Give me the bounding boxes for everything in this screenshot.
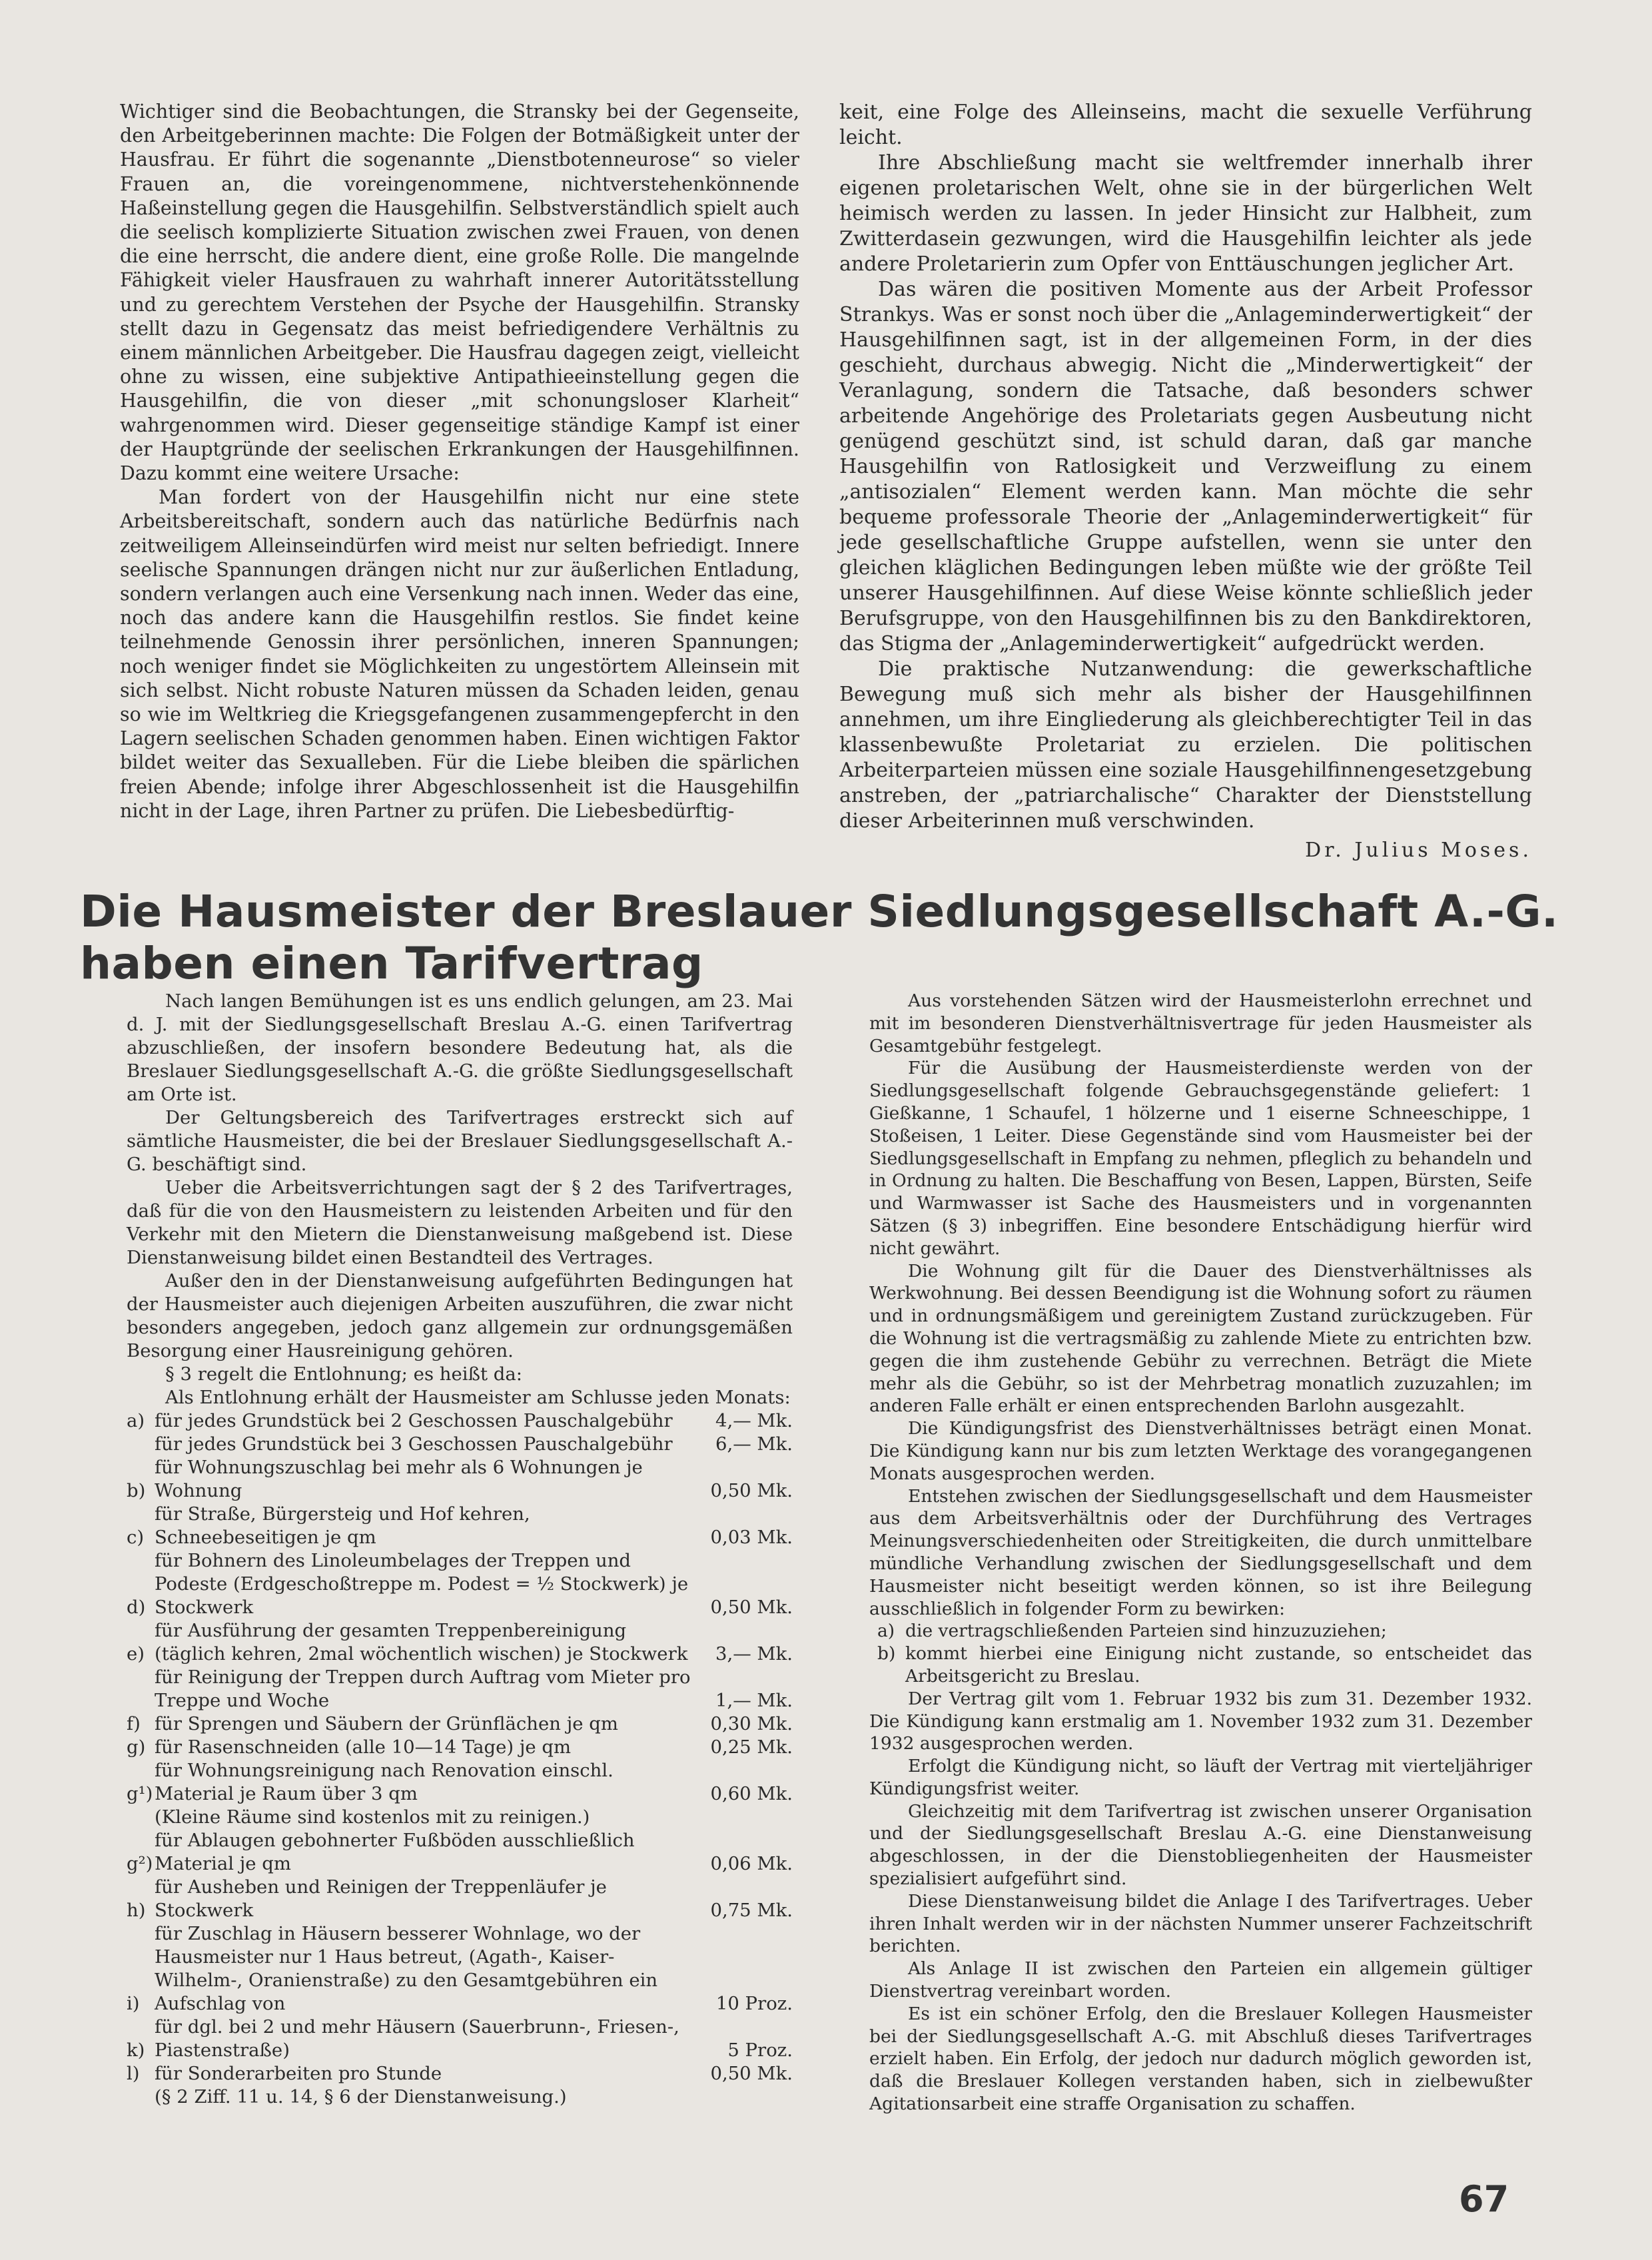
article-headline: [80, 886, 1559, 990]
rate-amount: 0,50 Mk.: [710, 2063, 793, 2084]
rate-description: (§ 2 Ziff. 11 u. 14, § 6 der Dienstanweisung.): [155, 2086, 567, 2107]
wage-rate-row: [127, 1736, 793, 1759]
rate-label: f): [127, 1713, 141, 1734]
wage-rate-row: [127, 1806, 793, 1829]
paragraph: § 3 regelt die Entlohnung; es heißt da:: [165, 1363, 523, 1385]
rate-label: g¹): [127, 1783, 153, 1804]
paragraph: Außer den in der Dienstanweisung aufgeführten Bedingungen hat der Hausmeister auch diejenigen Arbeiten auszuführen, die zwar nicht besonders angegeben, jedoch ganz allgemein zur ordnungsgemäßen Besorgung einer Hausreinigung gehören.: [127, 1270, 793, 1361]
wage-rate-list: [127, 1409, 793, 2109]
paragraph: Ihre Abschließung macht sie weltfremder innerhalb ihrer eigenen proletarischen Welt, ohne sie in der bürgerlichen Welt heimisch werden zu lassen. In jeder Hinsicht zur Halbheit, zum Zwitterdasein gezwungen, wird die Hausgehilfin leichter als jede andere Proletarierin zum Opfer von Enttäuschungen jeglicher Art.: [839, 151, 1532, 276]
rate-description: für Wohnungszuschlag bei mehr als 6 Wohnungen je Wohnung: [155, 1457, 643, 1501]
wage-rate-row: [127, 1456, 793, 1503]
wage-rate-row: [127, 2016, 793, 2062]
paragraph: Die praktische Nutzanwendung: die gewerkschaftliche Bewegung muß sich mehr als bisher der Hausgehilfinnen annehmen, um ihre Eingliederung als gleichberechtigter Teil in das klassenbewußte Proletariat zu erzielen. Die politischen Arbeiterparteien müssen eine soziale Hausgehilfinnengesetzgebung anstreben, der „patriarchalische“ Charakter der Dienststellung dieser Arbeiterinnen muß verschwinden.: [839, 657, 1532, 833]
wage-rate-row: [127, 1619, 793, 1666]
wage-rate-row: [127, 1829, 793, 1876]
rate-label: g): [127, 1736, 146, 1758]
list-text: die vertragschließenden Parteien sind hinzuzuziehen;: [905, 1621, 1387, 1642]
bottom-right-column: [869, 990, 1532, 2115]
rate-description: für jedes Grundstück bei 3 Geschossen Pauschalgebühr: [155, 1433, 673, 1455]
rate-amount: 1,— Mk.: [715, 1690, 793, 1711]
rate-description: für Reinigung der Treppen durch Auftrag vom Mieter pro Treppe und Woche: [155, 1667, 691, 1711]
rate-amount: 5 Proz.: [727, 2040, 793, 2061]
wage-rate-row: [127, 1922, 793, 2016]
rate-description: für Bohnern des Linoleumbelages der Treppen und Podeste (Erdgeschoßtreppe m. Podest = ½ Stockwerk) je Stockwerk: [155, 1550, 689, 1618]
rate-description: für Sonderarbeiten pro Stunde: [155, 2063, 442, 2084]
paragraph: Wichtiger sind die Beobachtungen, die Stransky bei der Gegenseite, den Arbeitgeberinnen machte: Die Folgen der Botmäßigkeit unter der Hausfrau. Er führt die sogenannte „Dienstbotenneurose“ so vieler Frauen an, die voreingenommene, nichtverstehenkönnende Haßeinstellung gegen die Hausgehilfin. Selbstverständlich spielt auch die seelisch komplizierte Situation zwischen zwei Frauen, von denen die eine herrscht, die andere dient, eine große Rolle. Die mangelnde Fähigkeit vieler Hausfrauen zu wahrhaft innerer Autoritätsstellung und zu gerechtem Verstehen der Psyche der Hausgehilfin. Stransky stellt dazu in Gegensatz das meist befriedigendere Verhältnis zu einem männlichen Arbeitgeber. Die Hausfrau dagegen zeigt, vielleicht ohne zu wissen, eine subjektive Antipathieeinstellung gegen die Hausgehilfin, die von dieser „mit schonungsloser Klarheit“ wahrgenommen wird. Dieser gegenseitige ständige Kampf ist einer der Hauptgründe der seelischen Erkrankungen der Hausgehilfinnen. Dazu kommt eine weitere Ursache:: [120, 101, 799, 485]
rate-label: i): [127, 1993, 140, 2014]
rate-description: für Straße, Bürgersteig und Hof kehren, Schneebeseitigen je qm: [155, 1503, 530, 1548]
wage-rate-row: [127, 1712, 793, 1736]
rate-description: für Sprengen und Säubern der Grünflächen je qm: [155, 1713, 618, 1734]
rate-label: h): [127, 1900, 146, 1921]
list-text: kommt hierbei eine Einigung nicht zustande, so entscheidet das Arbeitsgericht zu Breslau.: [905, 1643, 1532, 1687]
headline-line-2: haben einen Tarifvertrag: [80, 938, 703, 989]
paragraph: Ueber die Arbeitsverrichtungen sagt der § 2 des Tarifvertrages, daß für die von den Hausmeistern zu leistenden Arbeiten und für den Verkehr mit den Mietern die Dienstanweisung maßgebend ist. Diese Dienstanweisung bildet einen Bestandteil des Vertrages.: [127, 1177, 793, 1268]
rate-label: k): [127, 2040, 145, 2061]
rate-amount: 3,— Mk.: [715, 1643, 793, 1665]
paragraph: Das wären die positiven Momente aus der Arbeit Professor Strankys. Was er sonst noch über die „Anlageminderwertigkeit“ der Hausgehilfinnen sagt, ist in der allgemeinen Form, in der dies geschieht, durchaus abwegig. Nicht die „Minderwertigkeit“ der Veranlagung, sondern die Tatsache, daß besonders schwer arbeitende Angehörige des Proletariats gegen Ausbeutung nicht genügend geschützt sind, ist schuld daran, daß gar manche Hausgehilfin von Ratlosigkeit und Verzweiflung zu einem „antisozialen“ Element werden kann. Man möchte die sehr bequeme professorale Theorie der „Anlageminderwertigkeit“ für jede gesellschaftliche Gruppe aufstellen, wenn sie unter den gleichen kläglichen Bedingungen leben müßte wie der größte Teil unserer Hausgehilfinnen. Auf diese Weise könnte schließlich jeder Berufsgruppe, von den Hausgehilfinnen bis zu den Bankdirektoren, das Stigma der „Anlageminderwertigkeit“ aufgedrückt werden.: [839, 278, 1532, 655]
rate-amount: 0,50 Mk.: [710, 1480, 793, 1501]
rate-label: g²): [127, 1853, 153, 1874]
rate-description: für Ausheben und Reinigen der Treppenläufer je Stockwerk: [155, 1876, 607, 1921]
rate-description: für Zuschlag in Häusern besserer Wohnlage, wo der Hausmeister nur 1 Haus betreut, (Agath-, Kaiser-Wilhelm-, Oranienstraße) zu den Gesamtgebühren ein Aufschlag von: [155, 1923, 658, 2014]
rate-label: a): [127, 1410, 145, 1431]
paragraph: Der Geltungsbereich des Tarifvertrages erstreckt sich auf sämtliche Hausmeister, die bei der Breslauer Siedlungsgesellschaft A.-G. beschäftigt sind.: [127, 1107, 793, 1175]
wage-rate-row: [127, 2062, 793, 2085]
wage-rate-row: [127, 1759, 793, 1806]
page-number: 67: [1459, 2178, 1509, 2220]
rate-label: e): [127, 1643, 145, 1665]
paragraph: Es ist ein schöner Erfolg, den die Breslauer Kollegen Hausmeister bei der Siedlungsgesellschaft A.-G. mit Abschluß dieses Tarifvertrages erzielt haben. Ein Erfolg, der jedoch nur dadurch möglich geworden ist, daß die Breslauer Kollegen verstanden haben, sich in zielbewußter Agitationsarbeit eine straffe Organisation zu schaffen.: [869, 2003, 1532, 2115]
paragraph: Entstehen zwischen der Siedlungsgesellschaft und dem Hausmeister aus dem Arbeitsverhältnis oder der Durchführung des Vertrages Meinungsverschiedenheiten oder Streitigkeiten, die durch unmittelbare mündliche Verhandlung zwischen der Siedlungsgesellschaft und dem Hausmeister nicht beseitigt werden können, so ist ihre Beilegung ausschließlich in folgender Form zu bewirken:: [869, 1485, 1532, 1619]
rate-amount: 4,— Mk.: [715, 1410, 793, 1431]
bottom-left-column: [127, 990, 793, 2109]
paragraph: Die Wohnung gilt für die Dauer des Dienstverhältnisses als Werkwohnung. Bei dessen Beendigung ist die Wohnung sofort zu räumen und in ordnungsmäßigem und gereinigtem Zustand zurückzugeben. Für die Wohnung ist die vertragsmäßig zu zahlende Miete zu entrichten bzw. gegen die ihm zustehende Gebühr zu verrechnen. Beträgt die Miete mehr als die Gebühr, so ist der Mehrbetrag monatlich zuzuzahlen; im anderen Falle erhält er einen entsprechenden Barlohn ausgezahlt.: [869, 1260, 1532, 1417]
paragraph: Als Entlohnung erhält der Hausmeister am Schlusse jeden Monats:: [165, 1387, 791, 1408]
headline-line-1: Die Hausmeister der Breslauer Siedlungsgesellschaft A.-G.: [80, 886, 1559, 937]
rate-amount: 0,03 Mk.: [710, 1527, 793, 1548]
paragraph: Aus vorstehenden Sätzen wird der Hausmeisterlohn errechnet und mit im besonderen Dienstverhältnisvertrage für jeden Hausmeister als Gesamtgebühr festgelegt.: [869, 990, 1532, 1056]
rate-label: c): [127, 1527, 145, 1548]
rate-description: für Wohnungsreinigung nach Renovation einschl. Material je Raum über 3 qm: [155, 1760, 614, 1804]
paragraph: Der Vertrag gilt vom 1. Februar 1932 bis zum 31. Dezember 1932. Die Kündigung kann erstmalig am 1. November 1932 zum 31. Dezember 1932 ausgesprochen werden.: [869, 1688, 1532, 1754]
rate-label: l): [127, 2063, 140, 2084]
wage-rate-row: [127, 1876, 793, 1922]
rate-amount: 0,25 Mk.: [710, 1736, 793, 1758]
wage-rate-row: [127, 1433, 793, 1456]
rate-description: für Ausführung der gesamten Treppenbereinigung (täglich kehren, 2mal wöchentlich wischen) je Stockwerk: [155, 1620, 688, 1665]
paragraph: Die Kündigungsfrist des Dienstverhältnisses beträgt einen Monat. Die Kündigung kann nur bis zum letzten Werktage des vorangegangenen Monats ausgesprochen werden.: [869, 1418, 1532, 1484]
rate-description: für Ablaugen gebohnerter Fußböden ausschließlich Material je qm: [155, 1830, 635, 1874]
rate-label: d): [127, 1597, 146, 1618]
rate-amount: 0,75 Mk.: [710, 1900, 793, 1921]
rate-amount: 0,60 Mk.: [710, 1783, 793, 1804]
wage-rate-row: [127, 2085, 793, 2109]
paragraph: keit, eine Folge des Alleinseins, macht die sexuelle Verführung leicht.: [839, 101, 1532, 149]
paragraph: Erfolgt die Kündigung nicht, so läuft der Vertrag mit vierteljähriger Kündigungsfrist weiter.: [869, 1756, 1532, 1799]
rate-label: b): [127, 1480, 146, 1501]
rate-amount: 0,50 Mk.: [710, 1597, 793, 1618]
rate-amount: 6,— Mk.: [715, 1433, 793, 1455]
paragraph: Nach langen Bemühungen ist es uns endlich gelungen, am 23. Mai d. J. mit der Siedlungsgesellschaft Breslau A.-G. einen Tarifvertrag abzuschließen, der insofern besondere Bedeutung hat, als die Breslauer Siedlungsgesellschaft A.-G. die größte Siedlungsgesellschaft am Orte ist.: [127, 990, 793, 1105]
rate-description: für dgl. bei 2 und mehr Häusern (Sauerbrunn-, Friesen-, Piastenstraße): [155, 2016, 679, 2061]
rate-description: (Kleine Räume sind kostenlos mit zu reinigen.): [155, 1806, 590, 1828]
paragraph: Als Anlage II ist zwischen den Parteien ein allgemein gültiger Dienstvertrag vereinbart worden.: [869, 1958, 1532, 2002]
paragraph: Für die Ausübung der Hausmeisterdienste werden von der Siedlungsgesellschaft folgende Gebrauchsgegenstände geliefert: 1 Gießkanne, 1 Schaufel, 1 hölzerne und 1 eiserne Schneeschippe, 1 Stoßeisen, 1 Leiter. Diese Gegenstände sind vom Hausmeister bei der Siedlungsgesellschaft in Empfang zu nehmen, pfleglich zu behandeln und in Ordnung zu halten. Die Beschaffung von Besen, Lappen, Bürsten, Seife und Warmwasser ist Sache des Hausmeisters und in vorgenannten Sätzen (§ 3) inbegriffen. Eine besondere Entschädigung hierfür wird nicht gewährt.: [869, 1058, 1532, 1259]
wage-rate-row: [127, 1503, 793, 1549]
wage-rate-row: [127, 1549, 793, 1619]
rate-amount: 0,06 Mk.: [710, 1853, 793, 1874]
list-label: a): [877, 1621, 895, 1642]
rate-description: für Rasenschneiden (alle 10—14 Tage) je qm: [155, 1736, 572, 1758]
rate-description: für jedes Grundstück bei 2 Geschossen Pauschalgebühr: [155, 1410, 673, 1431]
paragraph: Gleichzeitig mit dem Tarifvertrag ist zwischen unserer Organisation und der Siedlungsgesellschaft Breslau A.-G. eine Dienstanweisung abgeschlossen, in der die Dienstobliegenheiten der Hausmeister spezialisiert aufgeführt sind.: [869, 1800, 1532, 1890]
top-right-column: [839, 100, 1532, 863]
author-signature: Dr. Julius Moses.: [1305, 839, 1532, 862]
rate-amount: 10 Proz.: [715, 1993, 793, 2014]
rate-amount: 0,30 Mk.: [710, 1713, 793, 1734]
paragraph: Man fordert von der Hausgehilfin nicht nur eine stete Arbeitsbereitschaft, sondern auch das natürliche Bedürfnis nach zeitweiligem Alleinseindürfen wird meist nur selten befriedigt. Innere seelische Spannungen drängen nicht nur zur äußerlichen Entladung, sondern verlangen auch eine Versenkung nach innen. Weder das eine, noch das andere kann die Hausgehilfin restlos. Sie findet keine teilnehmende Genossin ihrer persönlichen, inneren Spannungen; noch weniger findet sie Möglichkeiten zu ungestörtem Alleinsein mit sich selbst. Nicht robuste Naturen müssen da Schaden leiden, genau so wie im Weltkrieg die Kriegsgefangenen zusammengepfercht in den Lagern seelischen Schaden genommen haben. Einen wichtigen Faktor bildet weiter das Sexualleben. Für die Liebe bleiben die spärlichen freien Abende; infolge ihrer Abgeschlossenheit ist die Hausgehilfin nicht in der Lage, ihren Partner zu prüfen. Die Liebesbedürftig-: [120, 486, 799, 822]
dispute-list-item: [869, 1643, 1532, 1688]
dispute-list-item: [869, 1620, 1532, 1643]
top-left-column: [120, 100, 799, 823]
list-label: b): [877, 1643, 896, 1665]
wage-rate-row: [127, 1409, 793, 1433]
paragraph: Diese Dienstanweisung bildet die Anlage I des Tarifvertrages. Ueber ihren Inhalt werden wir in der nächsten Nummer unserer Fachzeitschrift berichten.: [869, 1890, 1532, 1957]
wage-rate-row: [127, 1666, 793, 1712]
